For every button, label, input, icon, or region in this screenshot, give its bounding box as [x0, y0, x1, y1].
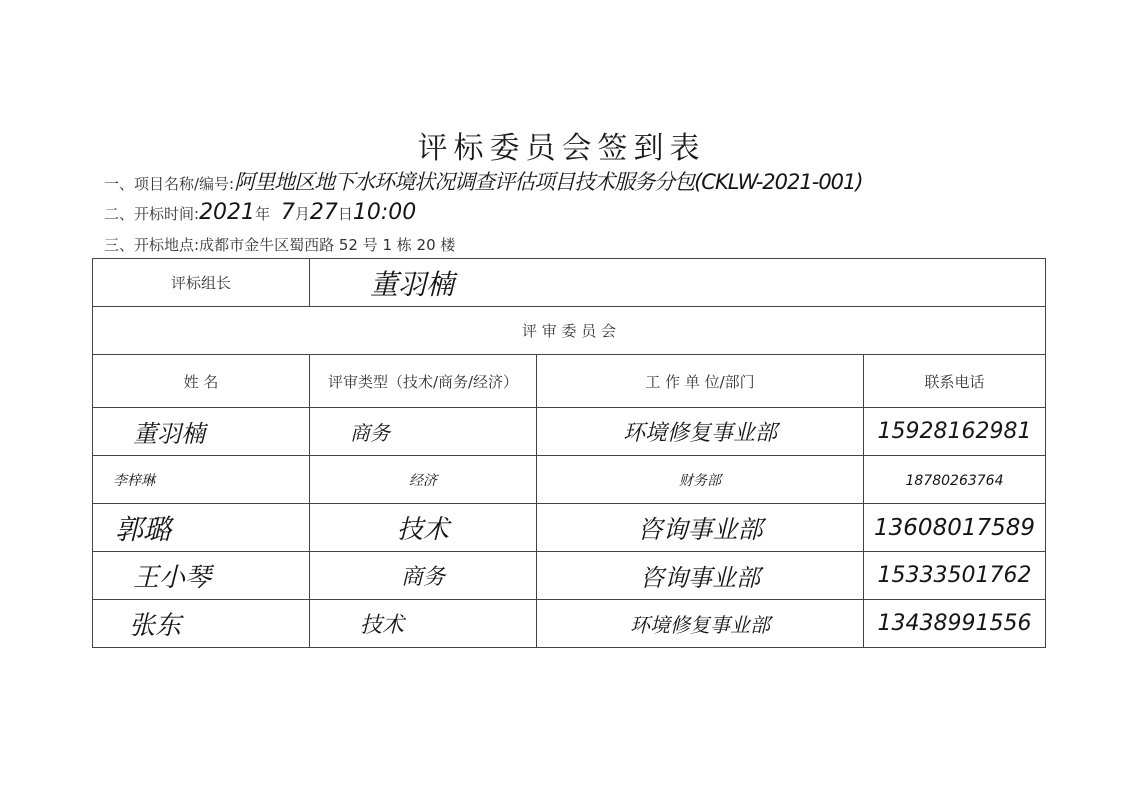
- time-month: 7: [280, 200, 295, 225]
- member-name: 张东: [129, 611, 182, 641]
- place-label: 三、开标地点:: [104, 236, 200, 254]
- table-row: [93, 408, 1046, 456]
- committee-header-row: [93, 307, 1046, 355]
- member-unit: 咨询事业部: [637, 514, 763, 544]
- time-month-suffix: 月: [294, 205, 310, 223]
- member-phone: 13438991556: [877, 611, 1032, 636]
- member-type: 商务: [400, 565, 445, 590]
- place-line: [104, 234, 455, 255]
- member-unit: 环境修复事业部: [622, 421, 777, 446]
- member-phone: 15928162981: [877, 419, 1032, 444]
- leader-row: [93, 259, 1046, 307]
- member-name: 王小琴: [133, 563, 212, 593]
- member-phone: 18780263764: [905, 472, 1004, 489]
- time-line: [104, 200, 416, 225]
- member-unit: 财务部: [679, 472, 721, 489]
- time-clock: 10:00: [352, 200, 417, 225]
- time-label: 二、开标时间:: [104, 205, 200, 223]
- member-type: 经济: [409, 472, 437, 489]
- member-unit: 环境修复事业部: [630, 613, 770, 637]
- table-row: [93, 456, 1046, 504]
- sign-in-table: [92, 258, 1046, 648]
- column-header: 联系电话: [864, 355, 1046, 408]
- column-header-row: [93, 355, 1046, 408]
- column-header: 姓 名: [93, 355, 310, 408]
- table-row: [93, 552, 1046, 600]
- project-label: 一、项目名称/编号:: [104, 175, 235, 193]
- member-type: 商务: [350, 421, 390, 445]
- time-year: 2021: [199, 200, 256, 225]
- member-phone: 13608017589: [874, 514, 1035, 541]
- table-row: [93, 504, 1046, 552]
- time-day-suffix: 日: [337, 205, 353, 223]
- member-unit: 咨询事业部: [640, 564, 760, 592]
- committee-header: 评 审 委 员 会: [93, 307, 1046, 355]
- member-type: 技术: [396, 515, 449, 545]
- project-value: 阿里地区地下水环境状况调查评估项目技术服务分包(CKLW-2021-001): [234, 170, 863, 194]
- leader-label: 评标组长: [93, 259, 310, 307]
- place-value: 成都市金牛区蜀西路 52 号 1 栋 20 楼: [199, 236, 456, 254]
- member-name: 李梓琳: [113, 472, 155, 489]
- column-header: 工 作 单 位/部门: [537, 355, 864, 408]
- time-day: 27: [309, 200, 338, 225]
- project-line: [104, 166, 863, 196]
- page-title: 评标委员会签到表: [417, 131, 706, 166]
- time-year-suffix: 年: [255, 205, 271, 223]
- column-header: 评审类型（技术/商务/经济）: [310, 355, 537, 408]
- member-phone: 15333501762: [877, 563, 1032, 588]
- table-row: [93, 600, 1046, 648]
- member-type: 技术: [360, 613, 405, 638]
- leader-signature: 董羽楠: [370, 267, 455, 301]
- member-name: 郭璐: [115, 512, 172, 546]
- member-name: 董羽楠: [133, 420, 205, 448]
